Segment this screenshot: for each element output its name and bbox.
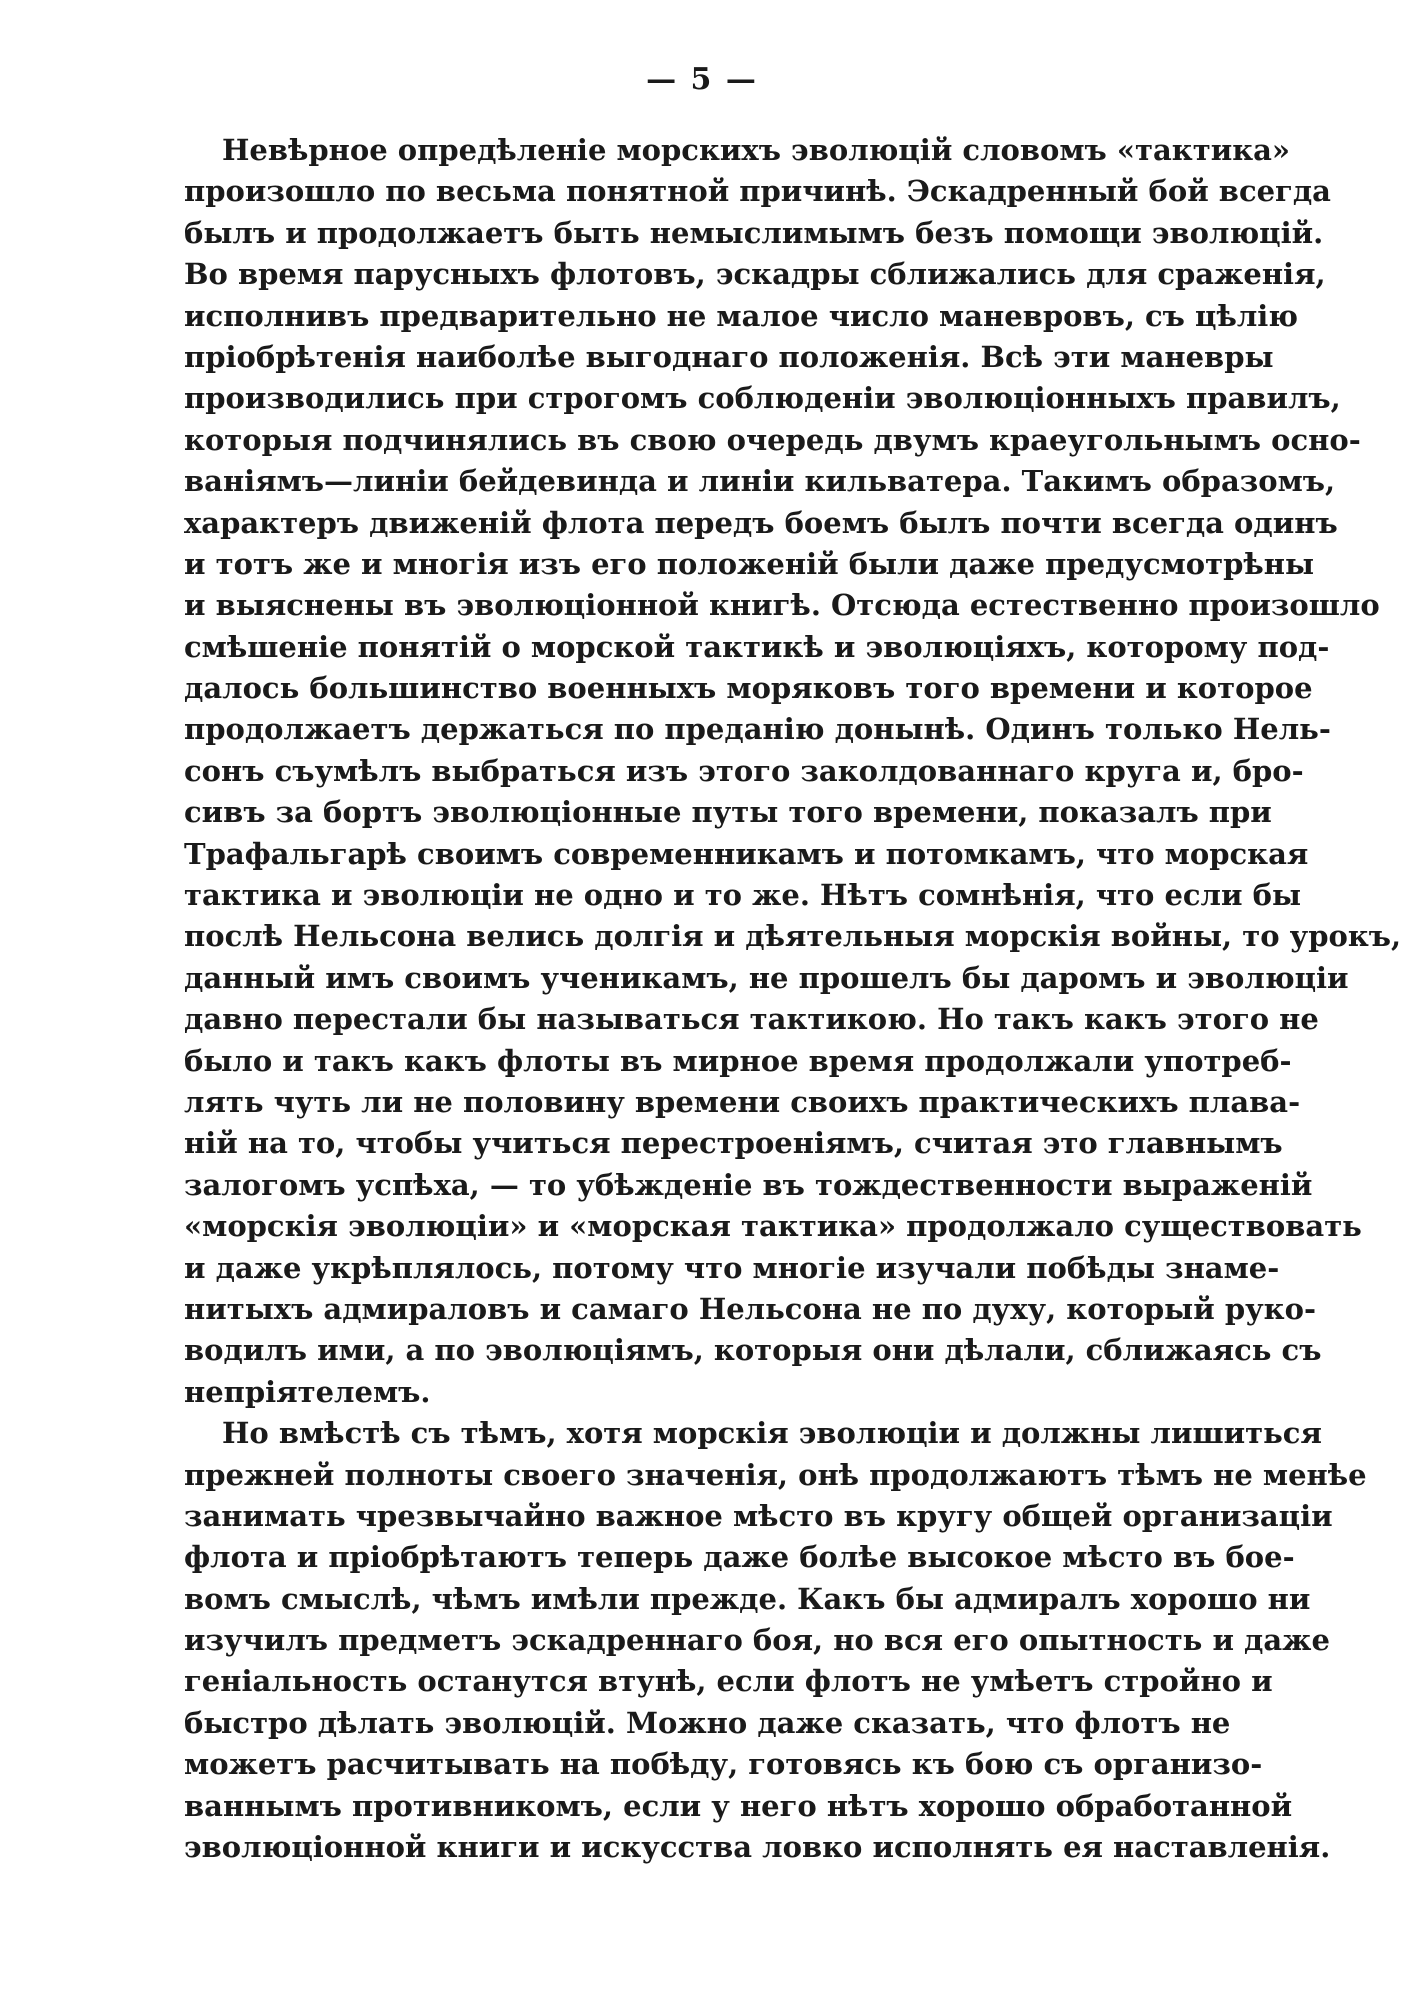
text-line: занимать чрезвычайно важное мѣсто въ кругу общей организаціи [184,1498,1333,1533]
text-line: «морскія эволюціи» и «морская тактика» продолжало существовать [184,1209,1362,1244]
text-line: Но вмѣстѣ съ тѣмъ, хотя морскія эволюціи и должны лишиться [222,1416,1322,1451]
text-line: далось большинство военныхъ моряковъ того времени и которое [184,671,1313,706]
text-line: и тотъ же и многія изъ его положеній были даже предусмотрѣны [184,546,1315,581]
page-number: — 5 — [646,62,758,97]
text-line: сивъ за бортъ эволюціонные путы того времени, показалъ при [184,795,1272,830]
text-line: вомъ смыслѣ, чѣмъ имѣли прежде. Какъ бы адмиралъ хорошо ни [184,1581,1311,1616]
text-line: продолжаетъ держаться по преданію донынѣ. Одинъ только Нель- [184,712,1331,747]
text-line: залогомъ успѣха, — то убѣжденіе въ тождественности выраженій [184,1167,1313,1202]
text-line: непріятелемъ. [184,1374,431,1409]
text-line: было и такъ какъ флоты въ мирное время продолжали употреб- [184,1043,1292,1078]
text-line: послѣ Нельсона велись долгія и дѣятельныя морскія войны, то урокъ, [184,919,1402,954]
text-line: тактика и эволюціи не одно и то же. Нѣтъ сомнѣнія, что если бы [184,878,1302,913]
text-line: сонъ съумѣлъ выбраться изъ этого заколдованнаго круга и, бро- [184,753,1304,788]
text-line: флота и пріобрѣтаютъ теперь даже болѣе высокое мѣсто въ бое- [184,1540,1295,1575]
text-line: былъ и продолжаетъ быть немыслимымъ безъ помощи эволюцій. [184,215,1324,250]
text-line: Во время парусныхъ флотовъ, эскадры сближались для сраженія, [184,257,1326,292]
text-line: ній на то, чтобы учиться перестроеніямъ, считая это главнымъ [184,1126,1283,1161]
text-line: которыя подчинялись въ свою очередь двумъ краеугольнымъ осно- [184,422,1361,457]
text-line: смѣшеніе понятій о морской тактикѣ и эволюціяхъ, которому под- [184,629,1330,664]
text-line: и выяснены въ эволюціонной книгѣ. Отсюда естественно произошло [184,588,1380,623]
text-line: эволюціонной книги и искусства ловко исполнять ея наставленія. [184,1830,1331,1865]
text-line: пріобрѣтенія наиболѣе выгоднаго положенія. Всѣ эти маневры [184,339,1274,374]
text-line: лять чуть ли не половину времени своихъ практическихъ плава- [184,1084,1301,1119]
text-line: изучилъ предметъ эскадреннаго боя, но вся его опытность и даже [184,1623,1330,1658]
text-line: геніальность останутся втунѣ, если флотъ не умѣетъ стройно и [184,1664,1273,1699]
text-line: данный имъ своимъ ученикамъ, не прошелъ бы даромъ и эволюціи [184,960,1349,995]
text-line: производились при строгомъ соблюденіи эволюціонныхъ правилъ, [184,381,1341,416]
text-line: прежней полноты своего значенія, онѣ продолжаютъ тѣмъ не менѣе [184,1457,1367,1492]
text-line: можетъ расчитывать на побѣду, готовясь къ бою съ организо- [184,1747,1263,1782]
text-line: ваннымъ противникомъ, если у него нѣтъ хорошо обработанной [184,1788,1293,1823]
paragraph [184,130,1402,1413]
text-line: произошло по весьма понятной причинѣ. Эскадренный бой всегда [184,174,1331,209]
text-line: характеръ движеній флота передъ боемъ былъ почти всегда одинъ [184,505,1338,540]
paragraph [184,1413,1367,1868]
text-line: и даже укрѣплялось, потому что многіе изучали побѣды знаме- [184,1250,1280,1285]
text-line: Невѣрное опредѣленіе морскихъ эволюцій словомъ «тактика» [222,133,1291,167]
text-line: быстро дѣлать эволюцій. Можно даже сказать, что флотъ не [184,1705,1231,1740]
text-line: исполнивъ предварительно не малое число маневровъ, съ цѣлію [184,298,1299,333]
text-line: ваніямъ—линіи бейдевинда и линіи кильватера. Такимъ образомъ, [184,464,1336,499]
text-line: водилъ ими, а по эволюціямъ, которыя они дѣлали, сближаясь съ [184,1333,1322,1368]
text-line: Трафальгарѣ своимъ современникамъ и потомкамъ, что морская [184,836,1309,871]
body-text [184,130,1402,1868]
text-line: нитыхъ адмираловъ и самаго Нельсона не по духу, который руко- [184,1291,1317,1326]
text-line: давно перестали бы называться тактикою. Но такъ какъ этого не [184,1002,1319,1037]
